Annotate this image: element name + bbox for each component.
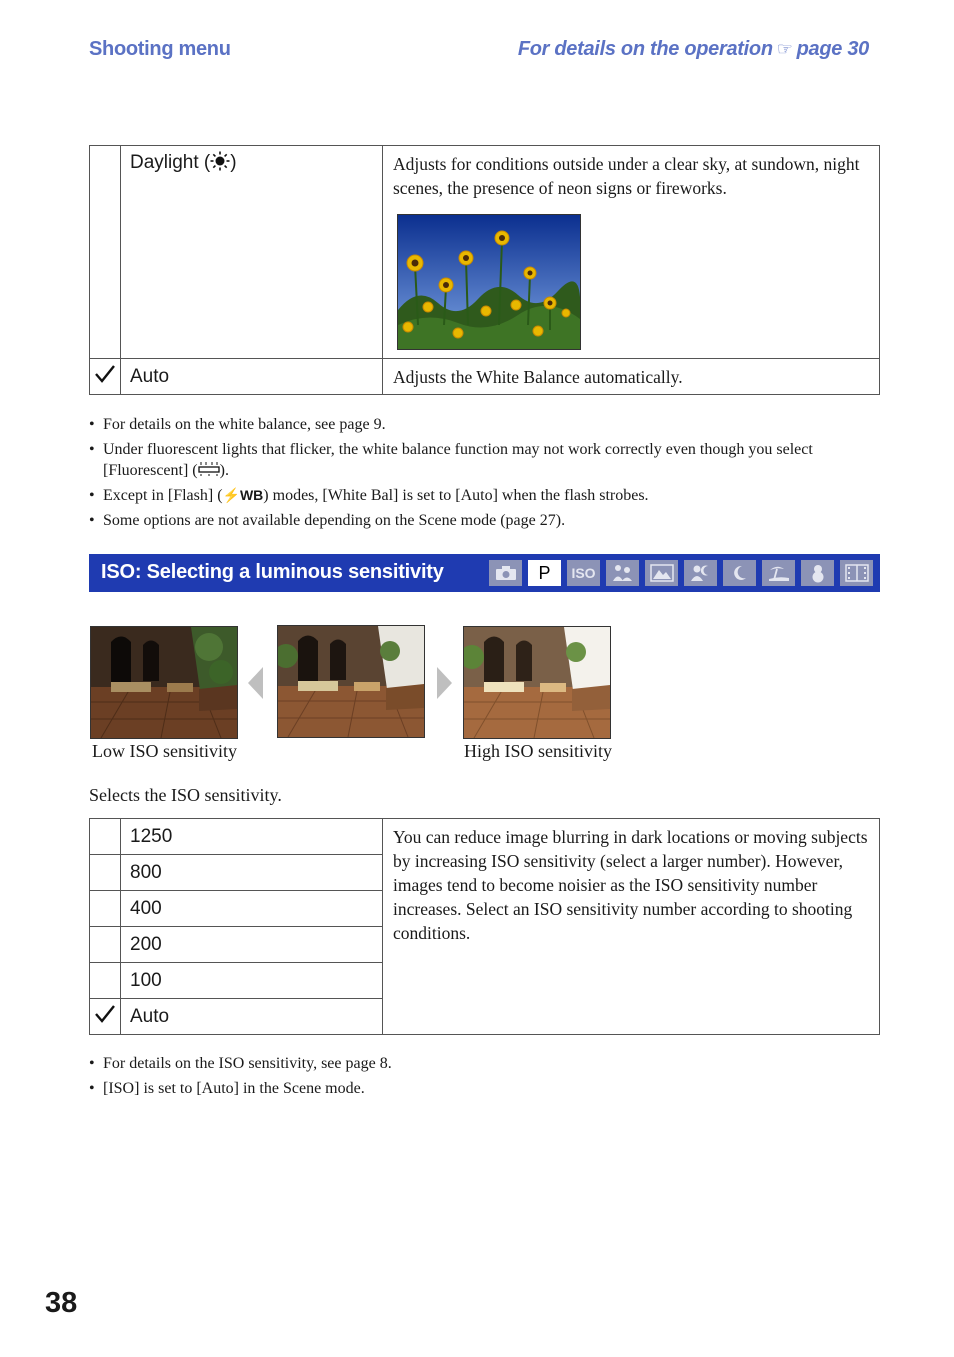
iso-mode-icon: ISO: [567, 560, 600, 586]
check-cell: [90, 359, 121, 395]
twilight-portrait-icon: [684, 560, 717, 586]
snow-icon: [801, 560, 834, 586]
check-cell: [90, 963, 121, 999]
check-cell: [90, 891, 121, 927]
movie-icon: [840, 560, 873, 586]
section-title: ISO: Selecting a luminous sensitivity: [101, 561, 444, 583]
option-description: Adjusts the White Balance automatically.: [383, 359, 880, 395]
option-name-1250: 1250: [121, 819, 383, 855]
iso-section-header: [89, 554, 880, 592]
high-iso-caption: High ISO sensitivity: [464, 741, 613, 761]
option-name-auto: Auto: [121, 359, 383, 395]
medium-iso-photo: [277, 625, 425, 738]
reference-text: For details on the operation: [517, 38, 773, 60]
iso-intro: Selects the ISO sensitivity.: [89, 785, 282, 805]
twilight-icon: [723, 560, 756, 586]
list-item: • [ISO] is set to [Auto] in the Scene mode.: [89, 1078, 879, 1099]
section-header: Shooting menu: [89, 38, 231, 60]
option-name-800: 800: [121, 855, 383, 891]
check-cell: [90, 999, 121, 1035]
flash-wb-icon: ⚡WB: [222, 487, 264, 503]
list-item: • Except in [Flash] (⚡WB) modes, [White Bal] is set to [Auto] when the flash strobes.: [89, 485, 879, 506]
iso-options-table: [89, 818, 880, 1035]
low-iso-caption: Low ISO sensitivity: [92, 741, 238, 761]
default-checkmark-icon: [94, 364, 116, 384]
table-row: [90, 359, 880, 395]
program-mode-icon: P: [528, 560, 561, 586]
fluorescent-icon: [198, 461, 220, 477]
landscape-icon: [645, 560, 678, 586]
option-description: Adjusts for conditions outside under a clear sky, at sundown, night scenes, the presence of neon signs or fireworks.: [383, 146, 880, 359]
mode-icons: [489, 560, 873, 586]
check-cell: [90, 855, 121, 891]
option-name-200: 200: [121, 927, 383, 963]
option-description: You can reduce image blurring in dark locations or moving subjects by increasing ISO sensitivity (select a larger number). However, images tend to become noisier as the ISO sensitivity number increases. Select an ISO sensitivity number according to shooting conditions.: [383, 819, 880, 1035]
low-iso-photo: [90, 626, 238, 739]
portrait-icon: [606, 560, 639, 586]
operation-reference: [518, 38, 869, 61]
table-row: [90, 819, 880, 855]
list-item: • Some options are not available depending on the Scene mode (page 27).: [89, 510, 879, 531]
beach-icon: [762, 560, 795, 586]
table-row: [90, 146, 880, 359]
option-name-auto: Auto: [121, 999, 383, 1035]
list-item: • Under fluorescent lights that flicker, the white balance function may not work correctly even though you select [Fluorescent] ( ).: [89, 439, 879, 481]
white-balance-table: [89, 145, 880, 395]
reference-page: page 30: [796, 38, 869, 60]
list-item: • For details on the ISO sensitivity, see page 8.: [89, 1053, 879, 1074]
high-iso-photo: [463, 626, 611, 739]
option-name-daylight: Daylight ( ): [121, 146, 383, 359]
check-cell: [90, 819, 121, 855]
check-cell: [90, 927, 121, 963]
option-name-100: 100: [121, 963, 383, 999]
pointing-hand-icon: ☞: [776, 39, 793, 59]
check-cell: [90, 146, 121, 359]
sun-icon: [210, 151, 230, 171]
iso-notes: [89, 1053, 879, 1103]
list-item: • For details on the white balance, see page 9.: [89, 414, 879, 435]
page-number: 38: [45, 1287, 78, 1319]
sunflowers-photo: [397, 214, 581, 350]
option-name-400: 400: [121, 891, 383, 927]
default-checkmark-icon: [94, 1004, 116, 1024]
arrow-right-icon: [437, 667, 452, 699]
arrow-left-icon: [248, 667, 263, 699]
camera-icon: [489, 560, 522, 586]
white-balance-notes: [89, 414, 879, 535]
